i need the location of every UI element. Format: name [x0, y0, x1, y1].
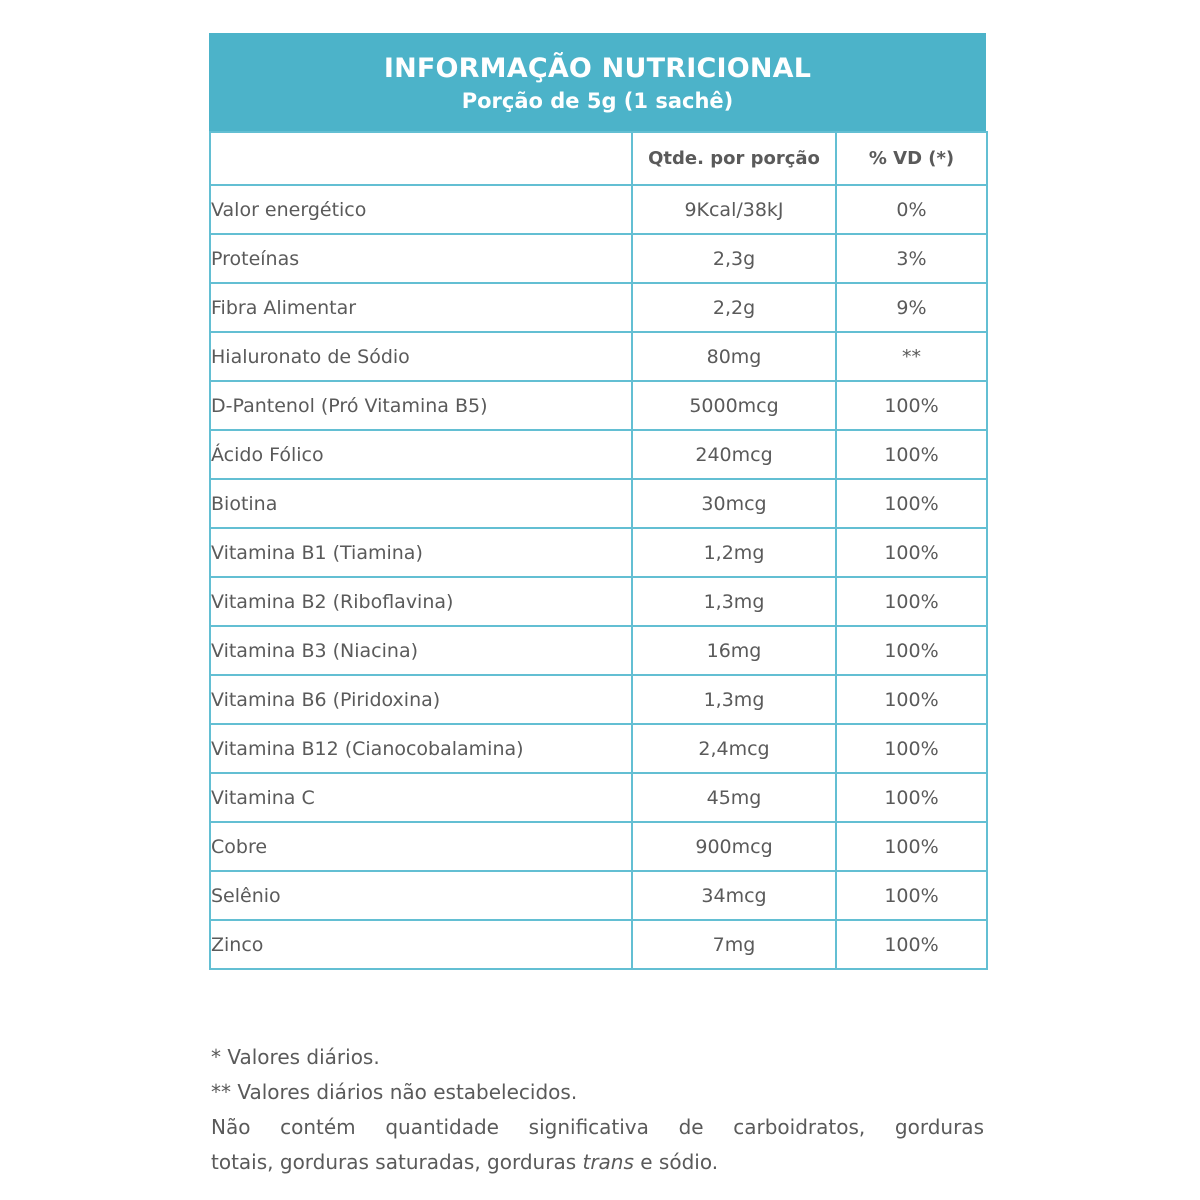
- nutrient-name: Vitamina B3 (Niacina): [210, 626, 632, 675]
- nutrient-name: Vitamina B2 (Riboflavina): [210, 577, 632, 626]
- table-row: [210, 430, 987, 479]
- nutrient-vd: 9%: [836, 283, 987, 332]
- column-header-qty: Qtde. por porção: [632, 132, 836, 185]
- table-row: [210, 381, 987, 430]
- nutrient-vd: 100%: [836, 626, 987, 675]
- nutrient-qty: 34mcg: [632, 871, 836, 920]
- table-row: [210, 773, 987, 822]
- nutrient-qty: 16mg: [632, 626, 836, 675]
- nutrient-name: Hialuronato de Sódio: [210, 332, 632, 381]
- column-header-name: [210, 132, 632, 185]
- nutrient-vd: **: [836, 332, 987, 381]
- table-row: [210, 822, 987, 871]
- nutrient-name: D-Pantenol (Pró Vitamina B5): [210, 381, 632, 430]
- nutrient-qty: 9Kcal/38kJ: [632, 185, 836, 234]
- nutrient-qty: 1,3mg: [632, 675, 836, 724]
- nutrient-qty: 30mcg: [632, 479, 836, 528]
- nutrient-qty: 900mcg: [632, 822, 836, 871]
- nutrient-vd: 100%: [836, 577, 987, 626]
- table-row: [210, 332, 987, 381]
- table-row: [210, 724, 987, 773]
- nutrient-qty: 7mg: [632, 920, 836, 969]
- nutrient-vd: 100%: [836, 675, 987, 724]
- nutrient-qty: 1,2mg: [632, 528, 836, 577]
- nutrient-name: Vitamina B1 (Tiamina): [210, 528, 632, 577]
- nutrient-vd: 100%: [836, 381, 987, 430]
- nutrient-vd: 100%: [836, 430, 987, 479]
- table-row: [210, 577, 987, 626]
- nutrition-facts-label: [209, 33, 986, 970]
- nutrient-vd: 100%: [836, 822, 987, 871]
- nutrient-vd: 100%: [836, 479, 987, 528]
- nutrient-vd: 100%: [836, 724, 987, 773]
- table-row: [210, 920, 987, 969]
- nutrition-table: [209, 131, 988, 970]
- footnote-vd: * Valores diários.: [211, 1045, 380, 1069]
- table-header-row: [210, 132, 987, 185]
- table-row: [210, 234, 987, 283]
- nutrient-name: Vitamina B6 (Piridoxina): [210, 675, 632, 724]
- disclaimer-line-1: Não contém quantidade significativa de carboidratos, gorduras: [211, 1115, 984, 1139]
- nutrient-name: Ácido Fólico: [210, 430, 632, 479]
- table-row: [210, 185, 987, 234]
- nutrient-vd: 100%: [836, 920, 987, 969]
- nutrient-vd: 3%: [836, 234, 987, 283]
- nutrient-qty: 240mcg: [632, 430, 836, 479]
- table-row: [210, 283, 987, 332]
- table-row: [210, 528, 987, 577]
- table-row: [210, 479, 987, 528]
- nutrient-qty: 2,3g: [632, 234, 836, 283]
- nutrient-name: Fibra Alimentar: [210, 283, 632, 332]
- disclaimer-line-2: [211, 1145, 984, 1180]
- table-row: [210, 626, 987, 675]
- nutrient-name: Vitamina C: [210, 773, 632, 822]
- nutrient-name: Valor energético: [210, 185, 632, 234]
- nutrient-vd: 100%: [836, 528, 987, 577]
- nutrient-name: Biotina: [210, 479, 632, 528]
- nutrient-qty: 5000mcg: [632, 381, 836, 430]
- nutrient-name: Cobre: [210, 822, 632, 871]
- nutrient-vd: 100%: [836, 871, 987, 920]
- table-row: [210, 675, 987, 724]
- nutrient-vd: 100%: [836, 773, 987, 822]
- nutrient-qty: 1,3mg: [632, 577, 836, 626]
- nutrient-qty: 2,2g: [632, 283, 836, 332]
- label-header: [209, 33, 986, 131]
- table-body: [210, 185, 987, 969]
- footnotes: [211, 1040, 984, 1180]
- column-header-vd: % VD (*): [836, 132, 987, 185]
- nutrient-vd: 0%: [836, 185, 987, 234]
- nutrient-name: Vitamina B12 (Cianocobalamina): [210, 724, 632, 773]
- table-row: [210, 871, 987, 920]
- nutrient-qty: 2,4mcg: [632, 724, 836, 773]
- disclaimer-trans: trans: [582, 1150, 634, 1174]
- disclaimer-prefix: totais, gorduras saturadas, gorduras: [211, 1150, 583, 1174]
- label-title: INFORMAÇÃO NUTRICIONAL: [383, 53, 812, 84]
- serving-size: Porção de 5g (1 sachê): [461, 89, 734, 113]
- disclaimer-suffix: e sódio.: [633, 1150, 719, 1174]
- nutrient-qty: 80mg: [632, 332, 836, 381]
- nutrient-name: Zinco: [210, 920, 632, 969]
- footnote-not-established: ** Valores diários não estabelecidos.: [211, 1080, 578, 1104]
- nutrient-name: Proteínas: [210, 234, 632, 283]
- nutrient-qty: 45mg: [632, 773, 836, 822]
- nutrient-name: Selênio: [210, 871, 632, 920]
